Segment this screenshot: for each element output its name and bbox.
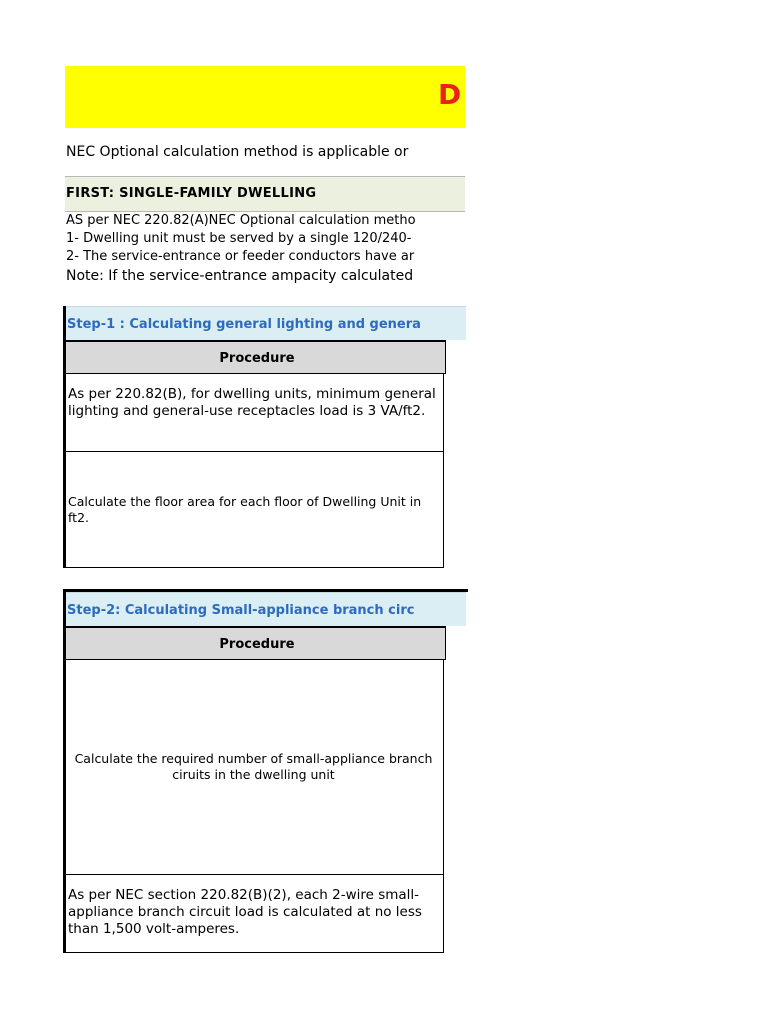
- step-1-row-1-text: As per 220.82(B), for dwelling units, minimum general lighting and general-use receptacles load is 3 VA/ft2.: [68, 386, 436, 419]
- step-2-row-1-text: Calculate the required number of small-appliance branch ciruits in the dwelling unit: [74, 751, 433, 782]
- procedure-label: Procedure: [219, 637, 295, 652]
- title-banner: [65, 66, 465, 128]
- section-title: FIRST: SINGLE-FAMILY DWELLING: [66, 186, 317, 201]
- step-1-row-2: [66, 452, 444, 568]
- step-2-title: Step-2: Calculating Small-appliance branch circ: [67, 603, 415, 618]
- step-2-row-2: [66, 875, 444, 953]
- step-2-procedure-header: [66, 626, 446, 660]
- step-2-row-1: [66, 660, 444, 875]
- step-1-title: Step-1 : Calculating general lighting and genera: [67, 317, 421, 332]
- intro-text: NEC Optional calculation method is applicable or: [66, 144, 409, 160]
- step-1-block: [63, 306, 468, 568]
- banner-title: D: [438, 78, 462, 111]
- step-1-header: [66, 306, 466, 340]
- requirement-line-1: AS per NEC 220.82(A)NEC Optional calculation metho: [66, 213, 416, 228]
- procedure-label: Procedure: [219, 351, 295, 366]
- step-1-row-2-text: Calculate the floor area for each floor of Dwelling Unit in ft2.: [68, 494, 422, 525]
- note-line: Note: If the service-entrance ampacity calculated: [66, 268, 414, 284]
- step-2-row-2-text: As per NEC section 220.82(B)(2), each 2-wire small-appliance branch circuit load is calculated at no less than 1,500 volt-amperes.: [68, 887, 422, 937]
- step-1-row-1: [66, 374, 444, 452]
- step-2-block: [63, 589, 468, 953]
- section-header: [65, 176, 465, 212]
- requirement-line-2: 1- Dwelling unit must be served by a single 120/240-: [66, 231, 412, 246]
- requirement-line-3: 2- The service-entrance or feeder conductors have ar: [66, 249, 415, 264]
- step-1-procedure-header: [66, 340, 446, 374]
- step-2-header: [66, 592, 466, 626]
